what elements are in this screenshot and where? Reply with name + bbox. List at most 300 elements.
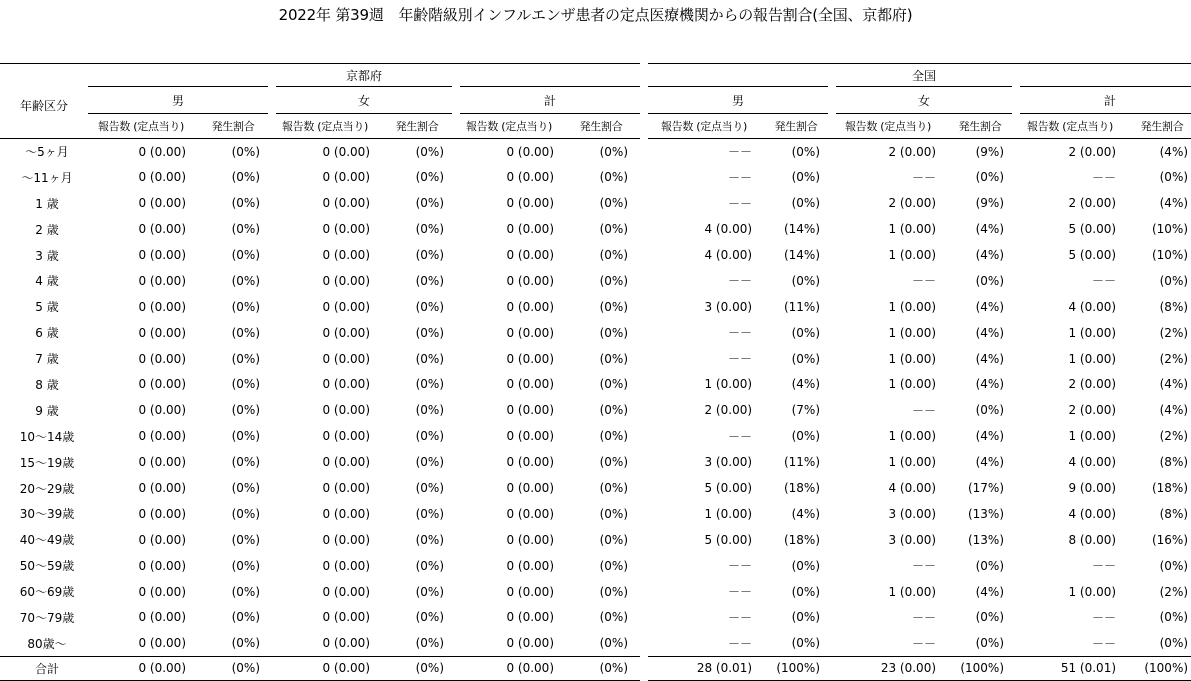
rate-cell: (0%) <box>791 325 821 340</box>
report-count-cell: 28 (0.01) <box>648 656 760 680</box>
report-count-cell: 0 (0.00) <box>138 248 186 262</box>
report-count-cell: 0 (0.00) <box>506 610 554 625</box>
report-count-cell: 0 (0.00) <box>506 558 554 573</box>
report-count-cell: 5 (0.00) <box>1068 222 1117 237</box>
report-count-cell: －－ <box>912 403 937 418</box>
rate-cell: (0%) <box>415 351 444 366</box>
report-count-cell: 0 (0.00) <box>272 656 378 680</box>
report-count-cell: 0 (0.00) <box>138 170 186 185</box>
region-gap <box>640 294 648 320</box>
rate-cell: (0%) <box>415 196 444 211</box>
sex-header: 男 <box>648 87 832 114</box>
rate-cell: (4%) <box>791 506 821 521</box>
report-count-cell: 1 (0.00) <box>1068 584 1117 599</box>
rate-cell: (100%) <box>1124 656 1191 680</box>
region-gap <box>640 268 648 294</box>
report-count-cell: 0 (0.00) <box>322 610 370 625</box>
report-count-cell: 0 (0.00) <box>506 273 554 288</box>
report-count-cell: 1 (0.00) <box>888 248 937 262</box>
rate-cell: (13%) <box>967 506 1005 521</box>
rate-cell: (0%) <box>231 610 260 625</box>
report-count-cell: 1 (0.00) <box>888 584 937 599</box>
report-count-cell: 0 (0.00) <box>506 584 554 599</box>
report-count-cell: 0 (0.00) <box>322 584 370 599</box>
report-count-cell: 0 (0.00) <box>138 403 186 418</box>
header-row-region <box>0 64 1191 87</box>
table-row <box>0 579 1191 605</box>
age-group-cell: 20～29歳 <box>19 481 75 496</box>
rate-cell: (0%) <box>599 532 629 547</box>
table-row <box>0 294 1191 320</box>
count-header: 報告数 (定点当り) <box>832 114 944 139</box>
rate-cell: (0%) <box>599 248 629 262</box>
report-count-cell: 1 (0.00) <box>888 429 937 444</box>
report-count-cell: 0 (0.00) <box>138 196 186 211</box>
age-group-cell: 15～19歳 <box>19 455 75 470</box>
report-count-cell: 0 (0.00) <box>506 506 554 521</box>
rate-cell: (4%) <box>975 248 1005 262</box>
region-gap <box>640 242 648 268</box>
report-count-cell: 2 (0.00) <box>888 196 937 211</box>
report-count-cell: －－ <box>728 610 753 625</box>
rate-cell: (0%) <box>791 636 821 651</box>
rate-cell: (0%) <box>415 429 444 444</box>
rate-cell: (7%) <box>791 403 821 418</box>
report-count-cell: 0 (0.00) <box>506 636 554 651</box>
report-count-cell: 0 (0.00) <box>322 481 370 496</box>
region-gap <box>640 449 648 475</box>
report-count-cell: 0 (0.00) <box>138 273 186 288</box>
rate-cell: (4%) <box>975 455 1005 470</box>
rate-cell: (13%) <box>967 532 1005 547</box>
rate-cell: (0%) <box>975 636 1005 651</box>
age-group-cell: 60～69歳 <box>19 585 75 600</box>
rate-cell: (0%) <box>415 248 444 262</box>
report-count-cell: 0 (0.00) <box>138 299 186 314</box>
report-count-cell: 0 (0.00) <box>506 325 554 340</box>
rate-cell: (4%) <box>975 377 1005 392</box>
report-count-cell: 0 (0.00) <box>138 636 186 651</box>
rate-cell: (2%) <box>1159 351 1189 366</box>
count-header: 報告数 (定点当り) <box>1016 114 1124 139</box>
rate-cell: (18%) <box>1151 481 1189 496</box>
report-count-cell: 0 (0.00) <box>138 325 186 340</box>
rate-cell: (9%) <box>975 196 1005 211</box>
report-count-cell: 0 (0.00) <box>506 222 554 237</box>
report-count-cell: 0 (0.00) <box>138 429 186 444</box>
region-gap <box>640 553 648 579</box>
report-count-cell: －－ <box>912 610 937 625</box>
rate-cell: (4%) <box>975 222 1005 237</box>
region-gap <box>640 346 648 372</box>
rate-cell: (0%) <box>415 481 444 496</box>
rate-cell: (0%) <box>415 222 444 237</box>
rate-cell: (0%) <box>231 455 260 470</box>
report-count-cell: 4 (0.00) <box>1068 506 1117 521</box>
sex-header: 女 <box>832 87 1016 114</box>
report-count-cell: 2 (0.00) <box>1068 196 1117 211</box>
rate-cell: (0%) <box>975 170 1005 185</box>
count-header: 報告数 (定点当り) <box>648 114 760 139</box>
report-count-cell: 0 (0.00) <box>322 558 370 573</box>
rate-cell: (0%) <box>599 377 629 392</box>
rate-cell: (14%) <box>783 222 821 237</box>
report-count-cell: 0 (0.00) <box>506 351 554 366</box>
rate-cell: (4%) <box>975 584 1005 599</box>
rate-cell: (0%) <box>231 481 260 496</box>
rate-cell: (0%) <box>599 144 629 159</box>
report-count-cell: 0 (0.00) <box>322 377 370 392</box>
report-count-cell: 0 (0.00) <box>506 429 554 444</box>
report-count-cell: 2 (0.00) <box>888 144 937 159</box>
rate-cell: (0%) <box>231 584 260 599</box>
table-row <box>0 190 1191 216</box>
rate-cell: (14%) <box>783 248 821 262</box>
report-count-cell: －－ <box>728 326 753 341</box>
region-gap <box>640 527 648 553</box>
report-count-cell: 0 (0.00) <box>506 455 554 470</box>
report-count-cell: 0 (0.00) <box>456 656 562 680</box>
report-count-cell: 3 (0.00) <box>704 455 753 470</box>
report-count-cell: －－ <box>728 145 753 160</box>
rate-cell: (0%) <box>231 248 260 262</box>
rate-cell: (0%) <box>415 636 444 651</box>
rate-cell: (2%) <box>1159 429 1189 444</box>
rate-cell: (0%) <box>415 506 444 521</box>
rate-cell: (4%) <box>975 429 1005 444</box>
rate-cell: (0%) <box>599 403 629 418</box>
rate-cell: (0%) <box>194 656 272 680</box>
rate-cell: (0%) <box>231 144 260 159</box>
rate-cell: (0%) <box>599 481 629 496</box>
rate-cell: (0%) <box>791 584 821 599</box>
region-gap <box>640 501 648 527</box>
rate-cell: (0%) <box>231 377 260 392</box>
rate-cell: (0%) <box>415 299 444 314</box>
rate-header: 発生割合 <box>1124 114 1191 139</box>
age-group-cell: 30～39歳 <box>19 507 75 522</box>
rate-cell: (0%) <box>231 532 260 547</box>
report-count-cell: 0 (0.00) <box>322 506 370 521</box>
report-count-cell: 1 (0.00) <box>704 506 753 521</box>
report-count-cell: －－ <box>728 585 753 600</box>
rate-cell: (0%) <box>231 351 260 366</box>
rate-cell: (0%) <box>791 196 821 211</box>
rate-cell: (0%) <box>415 558 444 573</box>
age-group-cell: 7 歳 <box>35 352 59 367</box>
rate-cell: (0%) <box>231 170 260 185</box>
report-count-cell: 1 (0.00) <box>888 455 937 470</box>
report-count-cell: 0 (0.00) <box>322 299 370 314</box>
rate-cell: (0%) <box>599 170 629 185</box>
table-row <box>0 501 1191 527</box>
report-count-cell: 0 (0.00) <box>322 429 370 444</box>
influenza-report-table <box>0 63 1191 681</box>
report-count-cell: 0 (0.00) <box>506 248 554 262</box>
rate-cell: (8%) <box>1159 506 1189 521</box>
age-group-cell: 2 歳 <box>35 222 59 237</box>
report-count-cell: 0 (0.00) <box>506 144 554 159</box>
rate-cell: (4%) <box>975 299 1005 314</box>
table-row <box>0 605 1191 631</box>
report-count-cell: 4 (0.00) <box>1068 455 1117 470</box>
report-count-cell: 0 (0.00) <box>322 455 370 470</box>
report-count-cell: 0 (0.00) <box>138 532 186 547</box>
report-count-cell: 2 (0.00) <box>1068 144 1117 159</box>
report-count-cell: 0 (0.00) <box>506 403 554 418</box>
rate-cell: (0%) <box>231 403 260 418</box>
age-group-cell: 1 歳 <box>35 196 59 211</box>
report-count-cell: 0 (0.00) <box>322 222 370 237</box>
region-gap <box>640 114 648 139</box>
report-count-cell: －－ <box>728 559 753 574</box>
region-gap <box>640 656 648 680</box>
report-count-cell: －－ <box>1092 170 1117 185</box>
table-row <box>0 320 1191 346</box>
report-count-cell: 2 (0.00) <box>1068 403 1117 418</box>
report-count-cell: 0 (0.00) <box>138 455 186 470</box>
report-count-cell: 2 (0.00) <box>1068 377 1117 392</box>
report-count-cell: 5 (0.00) <box>1068 248 1117 262</box>
rate-cell: (0%) <box>231 636 260 651</box>
age-group-cell: 70～79歳 <box>19 610 75 625</box>
report-count-cell: 0 (0.00) <box>322 273 370 288</box>
rate-cell: (0%) <box>599 636 629 651</box>
rate-cell: (0%) <box>599 584 629 599</box>
rate-header: 発生割合 <box>194 114 272 139</box>
age-group-cell: ～5ヶ月 <box>25 145 69 160</box>
rate-cell: (100%) <box>944 656 1016 680</box>
region-gap <box>640 64 648 87</box>
rate-cell: (0%) <box>1159 636 1189 651</box>
rate-cell: (4%) <box>1159 144 1189 159</box>
region-gap <box>640 605 648 631</box>
age-column-header: 年齢区分 <box>0 64 88 139</box>
report-count-cell: 0 (0.00) <box>322 325 370 340</box>
rate-cell: (0%) <box>975 558 1005 573</box>
rate-cell: (4%) <box>1159 403 1189 418</box>
header-row-metric <box>0 114 1191 139</box>
report-count-cell: 0 (0.00) <box>138 610 186 625</box>
rate-cell: (0%) <box>791 144 821 159</box>
table-row <box>0 449 1191 475</box>
report-count-cell: 2 (0.00) <box>704 403 753 418</box>
table-row <box>0 397 1191 423</box>
report-count-cell: 0 (0.00) <box>322 248 370 262</box>
report-count-cell: 0 (0.00) <box>88 656 194 680</box>
rate-cell: (0%) <box>231 558 260 573</box>
report-count-cell: 0 (0.00) <box>322 636 370 651</box>
rate-cell: (0%) <box>231 273 260 288</box>
report-count-cell: 51 (0.01) <box>1016 656 1124 680</box>
rate-cell: (0%) <box>415 325 444 340</box>
rate-cell: (0%) <box>791 429 821 444</box>
rate-cell: (0%) <box>599 455 629 470</box>
age-group-cell: 8 歳 <box>35 377 59 392</box>
report-count-cell: 0 (0.00) <box>506 377 554 392</box>
rate-cell: (10%) <box>1151 222 1189 237</box>
rate-cell: (0%) <box>1159 170 1189 185</box>
age-group-cell: 5 歳 <box>35 300 59 315</box>
table-row <box>0 423 1191 449</box>
region-gap <box>640 216 648 242</box>
region-gap <box>640 164 648 190</box>
count-header: 報告数 (定点当り) <box>88 114 194 139</box>
rate-cell: (0%) <box>415 532 444 547</box>
report-count-cell: －－ <box>912 170 937 185</box>
rate-cell: (0%) <box>562 656 640 680</box>
rate-cell: (4%) <box>975 325 1005 340</box>
rate-cell: (16%) <box>1151 532 1189 547</box>
table-row <box>0 268 1191 294</box>
report-count-cell: －－ <box>1092 636 1117 651</box>
report-count-cell: 0 (0.00) <box>138 144 186 159</box>
report-count-cell: 4 (0.00) <box>888 481 937 496</box>
region-gap <box>640 397 648 423</box>
rate-cell: (8%) <box>1159 299 1189 314</box>
rate-cell: (2%) <box>1159 584 1189 599</box>
rate-cell: (0%) <box>231 506 260 521</box>
report-count-cell: 0 (0.00) <box>506 170 554 185</box>
rate-cell: (0%) <box>599 610 629 625</box>
rate-cell: (100%) <box>760 656 832 680</box>
report-count-cell: －－ <box>728 636 753 651</box>
rate-cell: (0%) <box>975 403 1005 418</box>
rate-cell: (0%) <box>378 656 456 680</box>
report-count-cell: 1 (0.00) <box>704 377 753 392</box>
rate-cell: (0%) <box>599 222 629 237</box>
rate-cell: (8%) <box>1159 455 1189 470</box>
sex-header: 計 <box>456 87 640 114</box>
age-group-cell: 4 歳 <box>35 274 59 289</box>
report-count-cell: －－ <box>1092 559 1117 574</box>
rate-cell: (18%) <box>783 532 821 547</box>
rate-cell: (4%) <box>1159 196 1189 211</box>
report-count-cell: 0 (0.00) <box>322 532 370 547</box>
age-group-cell: 50～59歳 <box>19 559 75 574</box>
rate-cell: (0%) <box>791 170 821 185</box>
rate-cell: (11%) <box>783 455 821 470</box>
report-count-cell: 1 (0.00) <box>1068 351 1117 366</box>
region-gap <box>640 372 648 398</box>
rate-cell: (0%) <box>1159 558 1189 573</box>
rate-header: 発生割合 <box>378 114 456 139</box>
report-count-cell: 3 (0.00) <box>888 506 937 521</box>
rate-cell: (0%) <box>231 222 260 237</box>
rate-cell: (0%) <box>599 558 629 573</box>
rate-cell: (0%) <box>415 170 444 185</box>
page-title: 2022年 第39週 年齢階級別インフルエンザ患者の定点医療機関からの報告割合(全国、京都府) <box>278 6 913 24</box>
report-count-cell: 0 (0.00) <box>322 403 370 418</box>
rate-cell: (0%) <box>415 584 444 599</box>
report-count-cell: 0 (0.00) <box>138 377 186 392</box>
age-group-cell: 9 歳 <box>35 403 59 418</box>
rate-cell: (0%) <box>1159 273 1189 288</box>
rate-cell: (0%) <box>415 455 444 470</box>
rate-cell: (4%) <box>975 351 1005 366</box>
report-count-cell: 9 (0.00) <box>1068 481 1117 496</box>
rate-cell: (0%) <box>231 429 260 444</box>
report-count-cell: 5 (0.00) <box>704 481 753 496</box>
rate-cell: (0%) <box>415 610 444 625</box>
rate-cell: (2%) <box>1159 325 1189 340</box>
rate-cell: (0%) <box>791 273 821 288</box>
report-count-cell: 0 (0.00) <box>322 351 370 366</box>
region-gap <box>640 320 648 346</box>
report-count-cell: －－ <box>1092 274 1117 289</box>
rate-cell: (4%) <box>1159 377 1189 392</box>
report-count-cell: －－ <box>912 559 937 574</box>
report-count-cell: －－ <box>912 636 937 651</box>
sex-header: 計 <box>1016 87 1191 114</box>
rate-cell: (0%) <box>415 377 444 392</box>
rate-header: 発生割合 <box>760 114 832 139</box>
report-count-cell: 1 (0.00) <box>888 377 937 392</box>
report-count-cell: －－ <box>912 274 937 289</box>
report-count-cell: 1 (0.00) <box>888 299 937 314</box>
age-group-cell: 3 歳 <box>35 248 59 263</box>
region-gap <box>640 630 648 656</box>
report-count-cell: －－ <box>728 429 753 444</box>
report-count-cell: 1 (0.00) <box>888 325 937 340</box>
rate-cell: (10%) <box>1151 248 1189 262</box>
report-count-cell: 3 (0.00) <box>888 532 937 547</box>
report-count-cell: 0 (0.00) <box>138 506 186 521</box>
report-count-cell: 0 (0.00) <box>506 532 554 547</box>
report-count-cell: 0 (0.00) <box>138 222 186 237</box>
rate-cell: (0%) <box>599 196 629 211</box>
count-header: 報告数 (定点当り) <box>456 114 562 139</box>
table-row <box>0 139 1191 165</box>
report-count-cell: －－ <box>728 170 753 185</box>
report-count-cell: －－ <box>1092 610 1117 625</box>
rate-cell: (0%) <box>415 144 444 159</box>
rate-cell: (0%) <box>1159 610 1189 625</box>
rate-cell: (0%) <box>415 273 444 288</box>
rate-cell: (0%) <box>599 351 629 366</box>
rate-cell: (0%) <box>415 403 444 418</box>
rate-cell: (4%) <box>791 377 821 392</box>
sex-header: 男 <box>88 87 272 114</box>
report-count-cell: 8 (0.00) <box>1068 532 1117 547</box>
report-count-cell: 4 (0.00) <box>704 222 753 237</box>
age-group-cell: 合計 <box>0 656 88 680</box>
report-count-cell: 0 (0.00) <box>138 481 186 496</box>
table-row <box>0 527 1191 553</box>
rate-cell: (0%) <box>791 610 821 625</box>
report-count-cell: 4 (0.00) <box>704 248 753 262</box>
rate-header: 発生割合 <box>944 114 1016 139</box>
region-gap <box>640 190 648 216</box>
report-count-cell: 0 (0.00) <box>138 558 186 573</box>
count-header: 報告数 (定点当り) <box>272 114 378 139</box>
report-count-cell: 23 (0.00) <box>832 656 944 680</box>
report-count-cell: 0 (0.00) <box>322 196 370 211</box>
rate-cell: (0%) <box>231 299 260 314</box>
report-count-cell: 0 (0.00) <box>138 584 186 599</box>
table-row <box>0 372 1191 398</box>
report-count-cell: －－ <box>728 352 753 367</box>
report-count-cell: 1 (0.00) <box>888 351 937 366</box>
header-row-sex <box>0 87 1191 114</box>
report-count-cell: 0 (0.00) <box>506 299 554 314</box>
table-row <box>0 346 1191 372</box>
report-count-cell: 3 (0.00) <box>704 299 753 314</box>
rate-cell: (18%) <box>783 481 821 496</box>
report-count-cell: 0 (0.00) <box>322 170 370 185</box>
report-count-cell: 1 (0.00) <box>1068 429 1117 444</box>
report-count-cell: 1 (0.00) <box>1068 325 1117 340</box>
